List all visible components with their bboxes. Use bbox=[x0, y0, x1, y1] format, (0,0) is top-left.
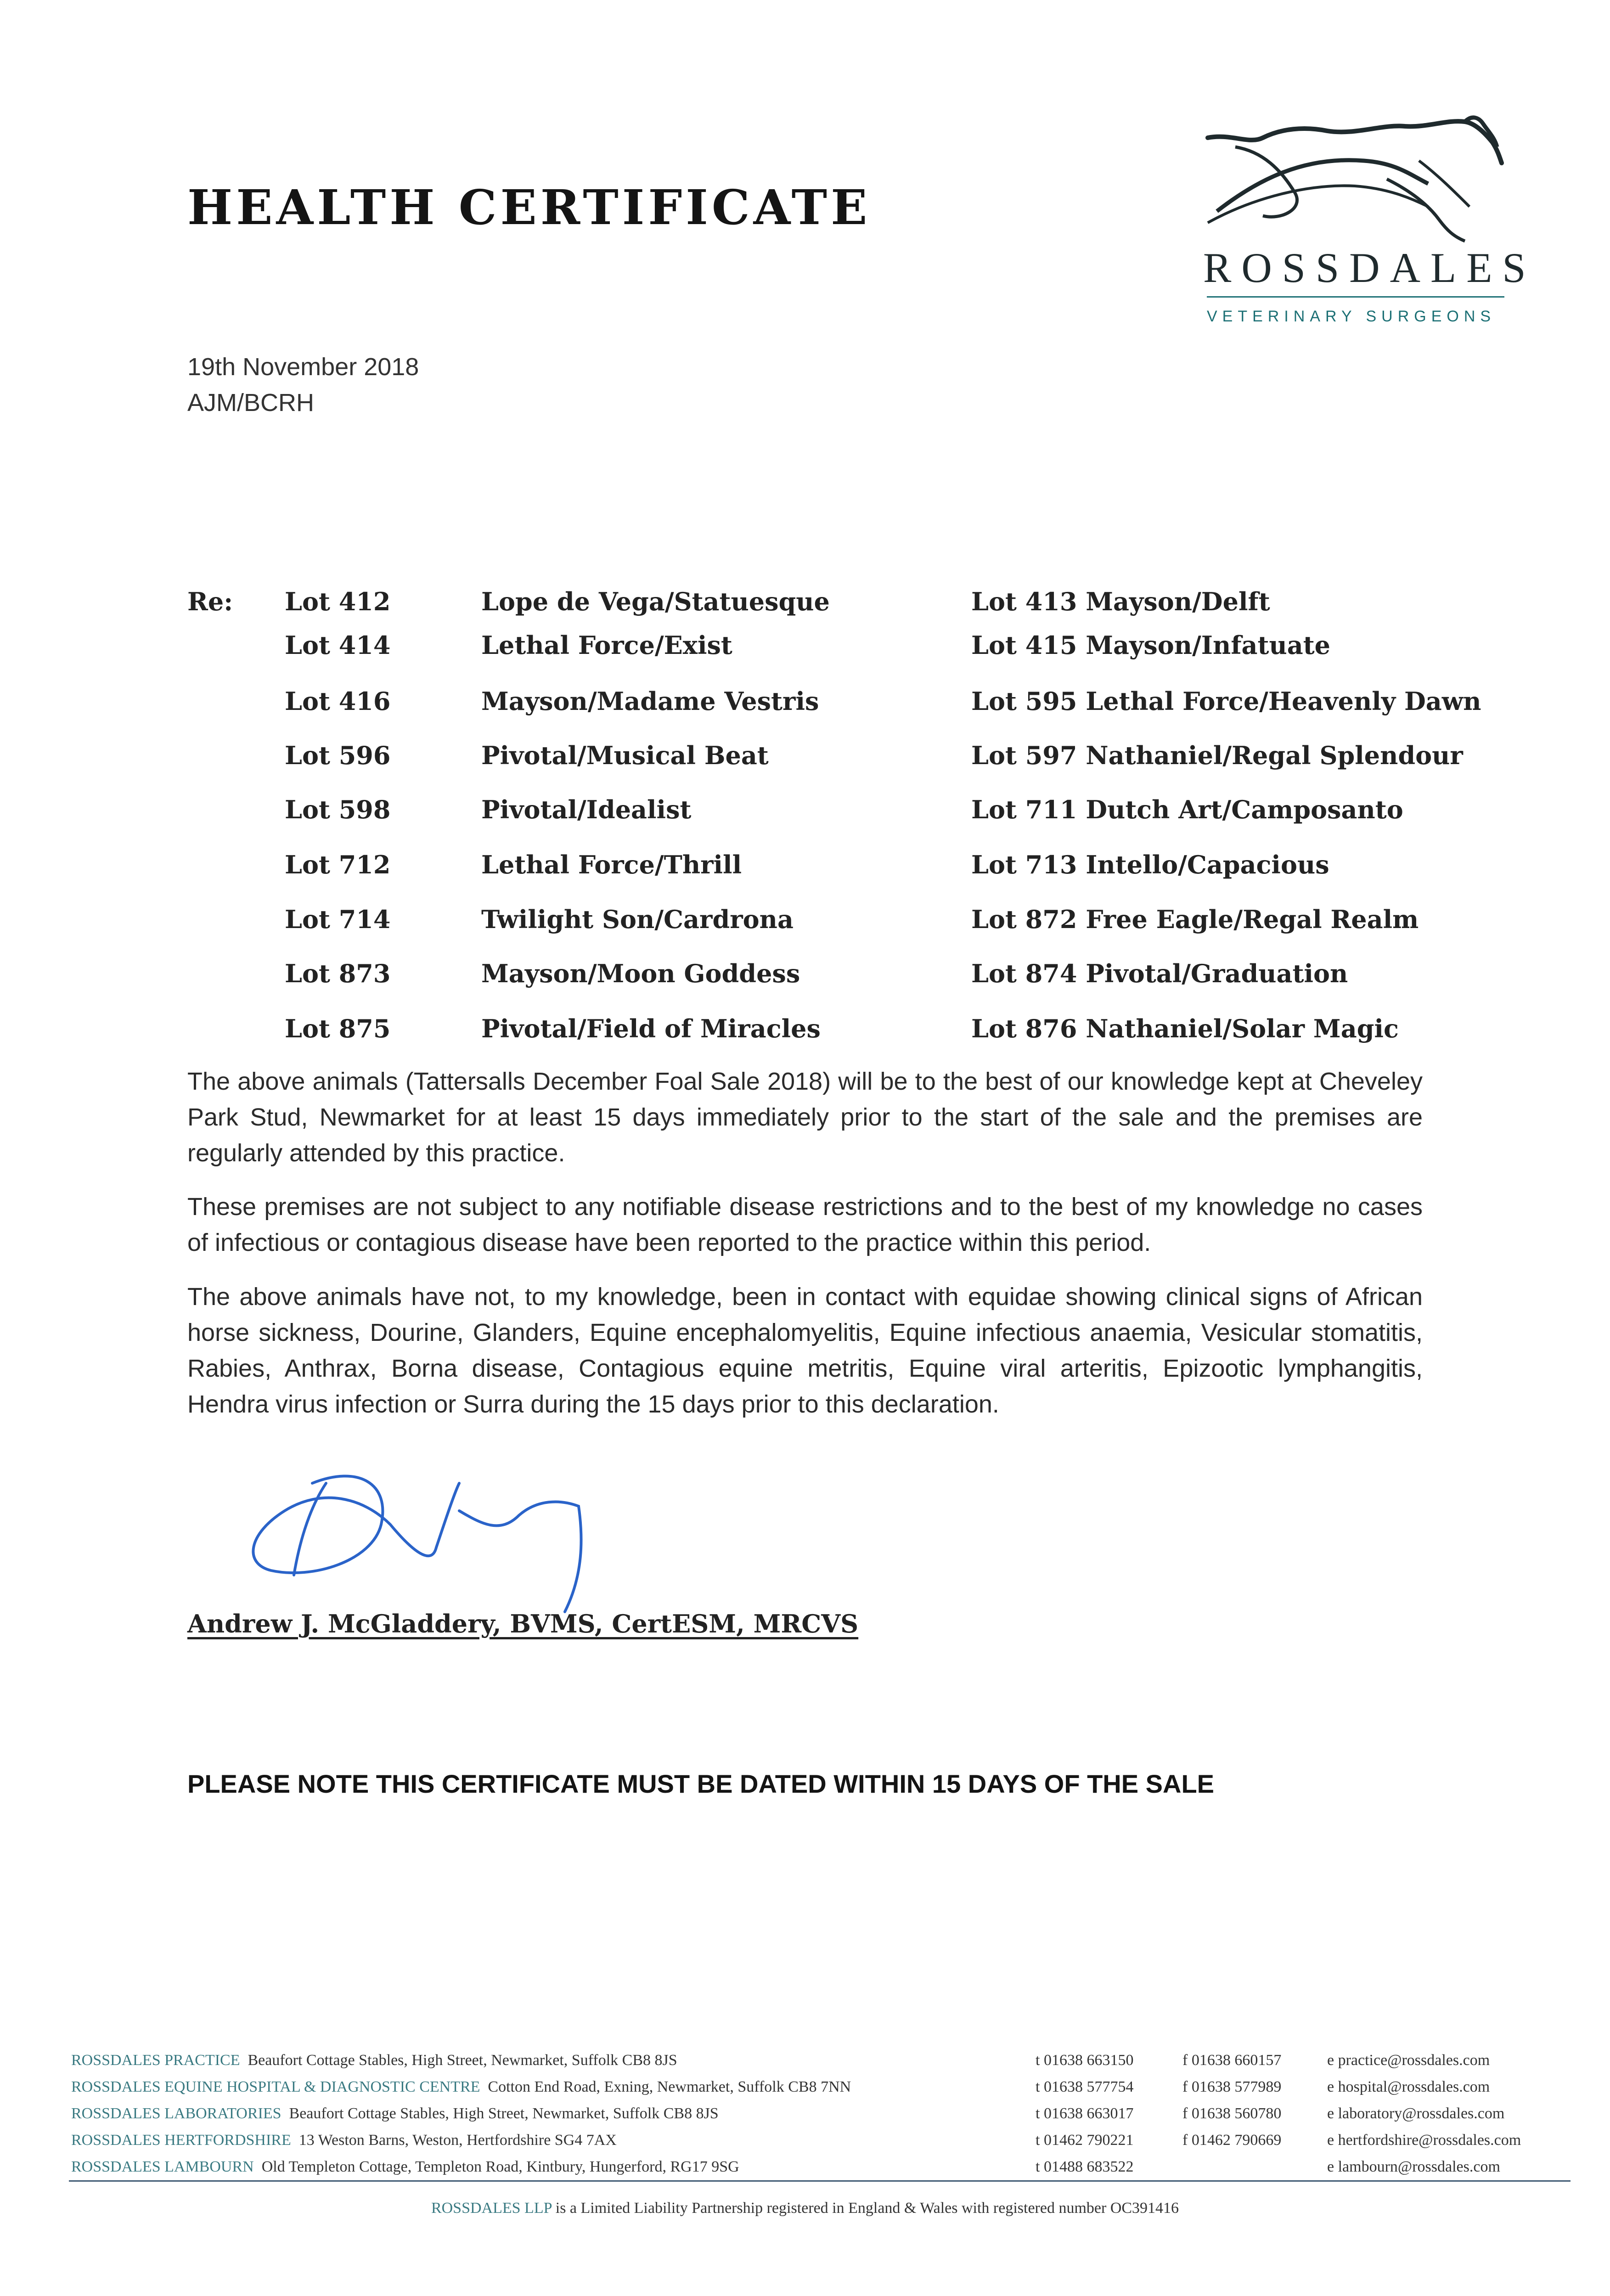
llp-text: is a Limited Liability Partnership registered in England & Wales with registered number OC391416 bbox=[555, 2200, 1179, 2217]
lot-number: Lot 416 bbox=[285, 687, 391, 716]
document-date: 19th November 2018 bbox=[187, 353, 419, 381]
lot-horse: Pivotal/Musical Beat bbox=[481, 741, 769, 770]
document-title: HEALTH CERTIFICATE bbox=[187, 179, 871, 236]
footer-email: e practice@rossdales.com bbox=[1327, 2052, 1490, 2069]
footer-email: e hospital@rossdales.com bbox=[1327, 2078, 1490, 2095]
footer-telephone: t 01638 663150 bbox=[1036, 2052, 1134, 2069]
lot-row bbox=[0, 630, 1610, 667]
paragraph-contact-declaration: The above animals have not, to my knowledge, been in contact with equidae showing clinical signs of African horse sickness, Dourine, Glanders, Equine encephalomyelitis, Equine infectious anaemia, Vesicular stomatitis, Rabies, Anthrax, Borna disease, Contagious equine metritis, Equine viral arteritis, Epizootic lymphangitis, Hendra virus infection or Surra during the 15 days prior to this declaration. bbox=[187, 1283, 1423, 1418]
footer-row bbox=[0, 2078, 1610, 2105]
footer-fax: f 01638 577989 bbox=[1182, 2078, 1282, 2095]
lot-number: Lot 412 bbox=[285, 587, 391, 616]
footer-address-line bbox=[71, 2078, 851, 2096]
footer-org: ROSSDALES LAMBOURN bbox=[71, 2158, 254, 2175]
lot-row bbox=[0, 687, 1610, 723]
lot-row bbox=[0, 850, 1610, 887]
footer-telephone: t 01462 790221 bbox=[1036, 2132, 1134, 2149]
lot-number: Lot 598 bbox=[285, 795, 391, 824]
document-reference: AJM/BCRH bbox=[187, 389, 315, 416]
footer-address-line bbox=[71, 2052, 677, 2069]
logo-divider bbox=[1207, 296, 1504, 298]
footer-divider bbox=[69, 2180, 1571, 2182]
footer-org: ROSSDALES EQUINE HOSPITAL & DIAGNOSTIC CENTRE bbox=[71, 2078, 480, 2095]
horse-logo-icon bbox=[1189, 106, 1511, 248]
lot-row bbox=[0, 587, 1610, 624]
footer-address: 13 Weston Barns, Weston, Hertfordshire SG4 7AX bbox=[298, 2132, 617, 2149]
lot-right: Lot 413 Mayson/Delft bbox=[971, 587, 1270, 616]
footer-fax: f 01638 660157 bbox=[1182, 2052, 1282, 2069]
logo-wordmark: ROSSDALES bbox=[1203, 244, 1536, 291]
llp-registration bbox=[0, 2200, 1610, 2217]
lot-right: Lot 415 Mayson/Infatuate bbox=[971, 630, 1331, 660]
validity-notice: PLEASE NOTE THIS CERTIFICATE MUST BE DATED WITHIN 15 DAYS OF THE SALE bbox=[187, 1769, 1215, 1798]
footer-address-line bbox=[71, 2105, 719, 2122]
footer-telephone: t 01638 577754 bbox=[1036, 2078, 1134, 2095]
paragraph-disease-restrictions: These premises are not subject to any notifiable disease restrictions and to the best of my knowledge no cases of infectious or contagious disease have been reported to the practice within this period. bbox=[187, 1193, 1423, 1256]
footer-org: ROSSDALES HERTFORDSHIRE bbox=[71, 2132, 291, 2149]
footer-address: Beaufort Cottage Stables, High Street, Newmarket, Suffolk CB8 8JS bbox=[289, 2105, 719, 2122]
lot-number: Lot 712 bbox=[285, 850, 391, 879]
footer-email: e laboratory@rossdales.com bbox=[1327, 2105, 1505, 2122]
lot-horse: Twilight Son/Cardrona bbox=[481, 905, 794, 934]
footer-telephone: t 01488 683522 bbox=[1036, 2158, 1134, 2175]
footer-row bbox=[0, 2105, 1610, 2132]
lot-horse: Lethal Force/Thrill bbox=[481, 850, 742, 879]
lot-right: Lot 876 Nathaniel/Solar Magic bbox=[971, 1014, 1399, 1043]
lot-row bbox=[0, 905, 1610, 941]
lot-horse: Mayson/Moon Goddess bbox=[481, 959, 800, 988]
lot-horse: Pivotal/Idealist bbox=[481, 795, 692, 824]
footer-row bbox=[0, 2132, 1610, 2158]
footer-address-line bbox=[71, 2132, 617, 2149]
paragraph-sale-location: The above animals (Tattersalls December Foal Sale 2018) will be to the best of our knowledge kept at Cheveley Park Stud, Newmarket for at least 15 days immediately prior to the start of the sale and the premises are regularly attended by this practice. bbox=[187, 1068, 1423, 1167]
footer-org: ROSSDALES LABORATORIES bbox=[71, 2105, 281, 2122]
lot-horse: Pivotal/Field of Miracles bbox=[481, 1014, 821, 1043]
footer-address: Old Templeton Cottage, Templeton Road, Kintbury, Hungerford, RG17 9SG bbox=[261, 2158, 739, 2175]
lot-right: Lot 711 Dutch Art/Camposanto bbox=[971, 795, 1403, 824]
footer-email: e lambourn@rossdales.com bbox=[1327, 2158, 1500, 2175]
lot-right: Lot 713 Intello/Capacious bbox=[971, 850, 1329, 879]
footer-fax: f 01638 560780 bbox=[1182, 2105, 1282, 2122]
lot-right: Lot 595 Lethal Force/Heavenly Dawn bbox=[971, 687, 1481, 716]
llp-org: ROSSDALES LLP bbox=[431, 2200, 552, 2217]
footer-address: Cotton End Road, Exning, Newmarket, Suffolk CB8 7NN bbox=[488, 2078, 851, 2095]
lot-number: Lot 714 bbox=[285, 905, 391, 934]
signature bbox=[243, 1456, 602, 1621]
lot-number: Lot 596 bbox=[285, 741, 391, 770]
lot-right: Lot 874 Pivotal/Graduation bbox=[971, 959, 1348, 988]
footer-email: e hertfordshire@rossdales.com bbox=[1327, 2132, 1521, 2149]
lot-right: Lot 872 Free Eagle/Regal Realm bbox=[971, 905, 1419, 934]
lot-horse: Lethal Force/Exist bbox=[481, 630, 732, 660]
lot-row bbox=[0, 741, 1610, 777]
lot-number: Lot 873 bbox=[285, 959, 391, 988]
lot-right: Lot 597 Nathaniel/Regal Splendour bbox=[971, 741, 1463, 770]
signer-name: Andrew J. McGladdery, BVMS, CertESM, MRCVS bbox=[187, 1609, 859, 1638]
lot-row bbox=[0, 959, 1610, 996]
lot-horse: Lope de Vega/Statuesque bbox=[481, 587, 830, 616]
lot-row bbox=[0, 795, 1610, 832]
footer-fax: f 01462 790669 bbox=[1182, 2132, 1282, 2149]
footer-telephone: t 01638 663017 bbox=[1036, 2105, 1134, 2122]
re-label: Re: bbox=[187, 587, 233, 616]
lot-row bbox=[0, 1014, 1610, 1051]
footer-address-line bbox=[71, 2158, 739, 2176]
lot-number: Lot 875 bbox=[285, 1014, 391, 1043]
footer-org: ROSSDALES PRACTICE bbox=[71, 2052, 240, 2069]
footer-address: Beaufort Cottage Stables, High Street, Newmarket, Suffolk CB8 8JS bbox=[248, 2052, 677, 2069]
footer-row bbox=[0, 2052, 1610, 2078]
lot-number: Lot 414 bbox=[285, 630, 391, 660]
logo-subtitle: VETERINARY SURGEONS bbox=[1207, 308, 1496, 325]
lot-horse: Mayson/Madame Vestris bbox=[481, 687, 819, 716]
